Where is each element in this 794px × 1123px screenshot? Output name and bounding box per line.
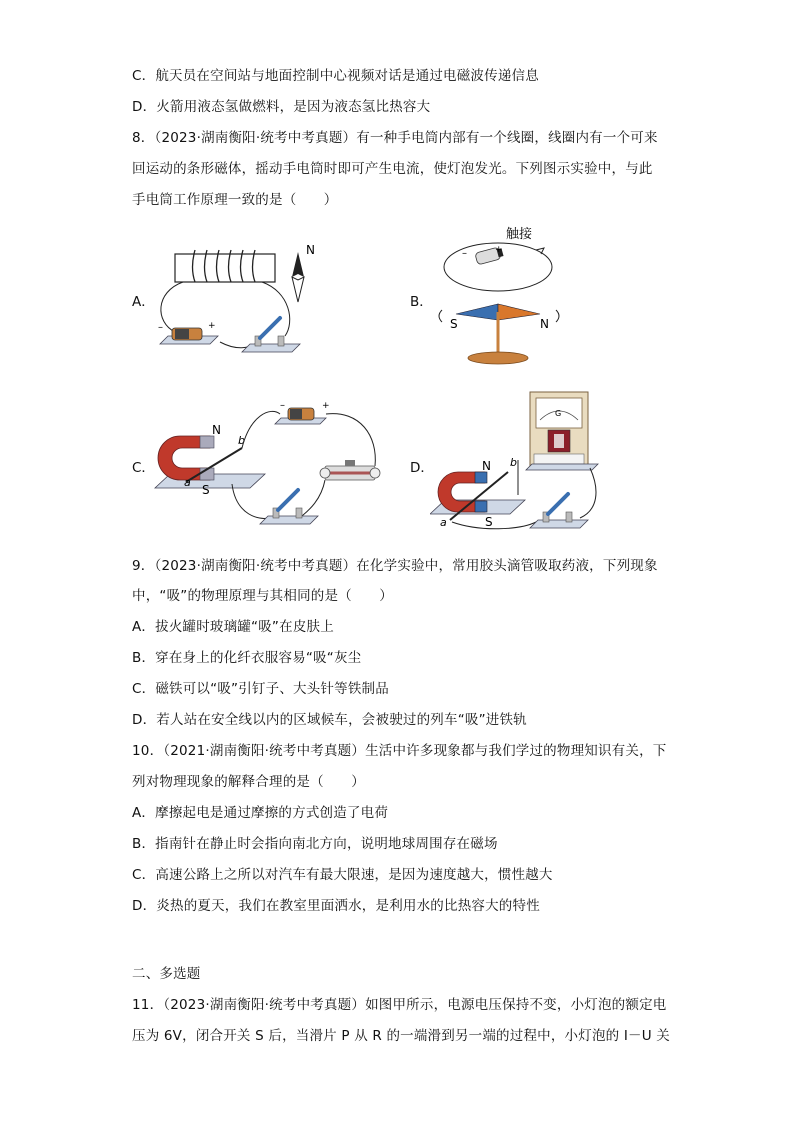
section-multiple-choice-heading: 二、多选题 [132,966,201,982]
q8-option-a-label: A． [132,294,155,310]
fig-d-g-label: G [555,409,562,418]
q8-option-c-label: C． [132,460,155,476]
fig-b-plus-label: + [495,245,503,255]
q8-stem-line1: 8．（2023·湖南衡阳·统考中考真题）有一种手电筒内部有一个线圈，线圈内有一个可来 [132,130,658,146]
q9-option-b: B．穿在身上的化纤衣服容易“吸“灰尘 [132,650,362,666]
q11-stem-line2: 压为 6V，闭合开关 S 后，当滑片 P 从 R 的一端滑到另一端的过程中，小灯泡的 I－U 关 [132,1028,670,1044]
q8-stem-line3: 手电筒工作原理一致的是（ ） [132,192,338,208]
fig-b-minus-label: – [462,248,467,259]
fig-a-minus-label: – [158,322,163,333]
figure-d-magnet-galvanometer [430,390,610,532]
fig-b-contact-label: 触接 [506,227,533,242]
q7-option-c: C．航天员在空间站与地面控制中心视频对话是通过电磁波传递信息 [132,68,539,84]
q10-option-c: C．高速公路上之所以对汽车有最大限速，是因为速度越大，惯性越大 [132,867,553,883]
fig-d-b-label: b [510,456,517,469]
figure-a-solenoid-compass [150,232,320,360]
fig-c-n-label: N [212,423,221,437]
q9-option-c: C．磁铁可以“吸”引钉子、大头针等铁制品 [132,681,389,697]
figure-b-needle-battery [428,222,598,372]
q10-option-b: B．指南针在静止时会指向南北方向，说明地球周围存在磁场 [132,836,498,852]
fig-c-s-label: S [202,483,210,497]
q10-option-d: D．炎热的夏天，我们在教室里面洒水，是利用水的比热容大的特性 [132,898,540,914]
q9-stem-line2: 中，“吸”的物理原理与其相同的是（ ） [132,588,393,604]
q10-option-a: A．摩擦起电是通过摩擦的方式创造了电荷 [132,805,389,821]
q9-stem-line1: 9．（2023·湖南衡阳·统考中考真题）在化学实验中，常用胶头滴管吸取药液，下列现象 [132,558,658,574]
q11-stem-line1: 11．（2023·湖南衡阳·统考中考真题）如图甲所示，电源电压保持不变，小灯泡的额定电 [132,997,667,1013]
fig-d-n-label: N [482,459,491,473]
fig-d-s-label: S [485,515,493,529]
figure-c-magnet-rheostat [150,396,390,528]
fig-c-plus-label: + [322,401,330,411]
q8-option-d-label: D． [410,460,434,476]
fig-c-minus-label: – [280,400,285,411]
fig-a-plus-label: + [208,321,216,331]
q7-option-d: D．火箭用液态氢做燃料，是因为液态氢比热容大 [132,99,431,115]
fig-a-n-label: N [306,243,315,257]
fig-c-b-label: b [238,434,245,447]
q10-stem-line1: 10．（2021·湖南衡阳·统考中考真题）生活中许多现象都与我们学过的物理知识有关，下 [132,743,667,759]
q9-option-d: D．若人站在安全线以内的区域候车，会被驶过的列车“吸”进铁轨 [132,712,527,728]
q10-stem-line2: 列对物理现象的解释合理的是（ ） [132,774,365,790]
q8-stem-line2: 回运动的条形磁体，摇动手电筒时即可产生电流，使灯泡发光。下列图示实验中，与此 [132,161,653,177]
fig-d-a-label: a [440,516,447,529]
q9-option-a: A．拔火罐时玻璃罐“吸”在皮肤上 [132,619,334,635]
fig-c-a-label: a [184,476,191,489]
fig-b-s-label: S [450,317,458,331]
q8-option-b-label: B． [410,294,433,310]
fig-b-n-label: N [540,317,549,331]
